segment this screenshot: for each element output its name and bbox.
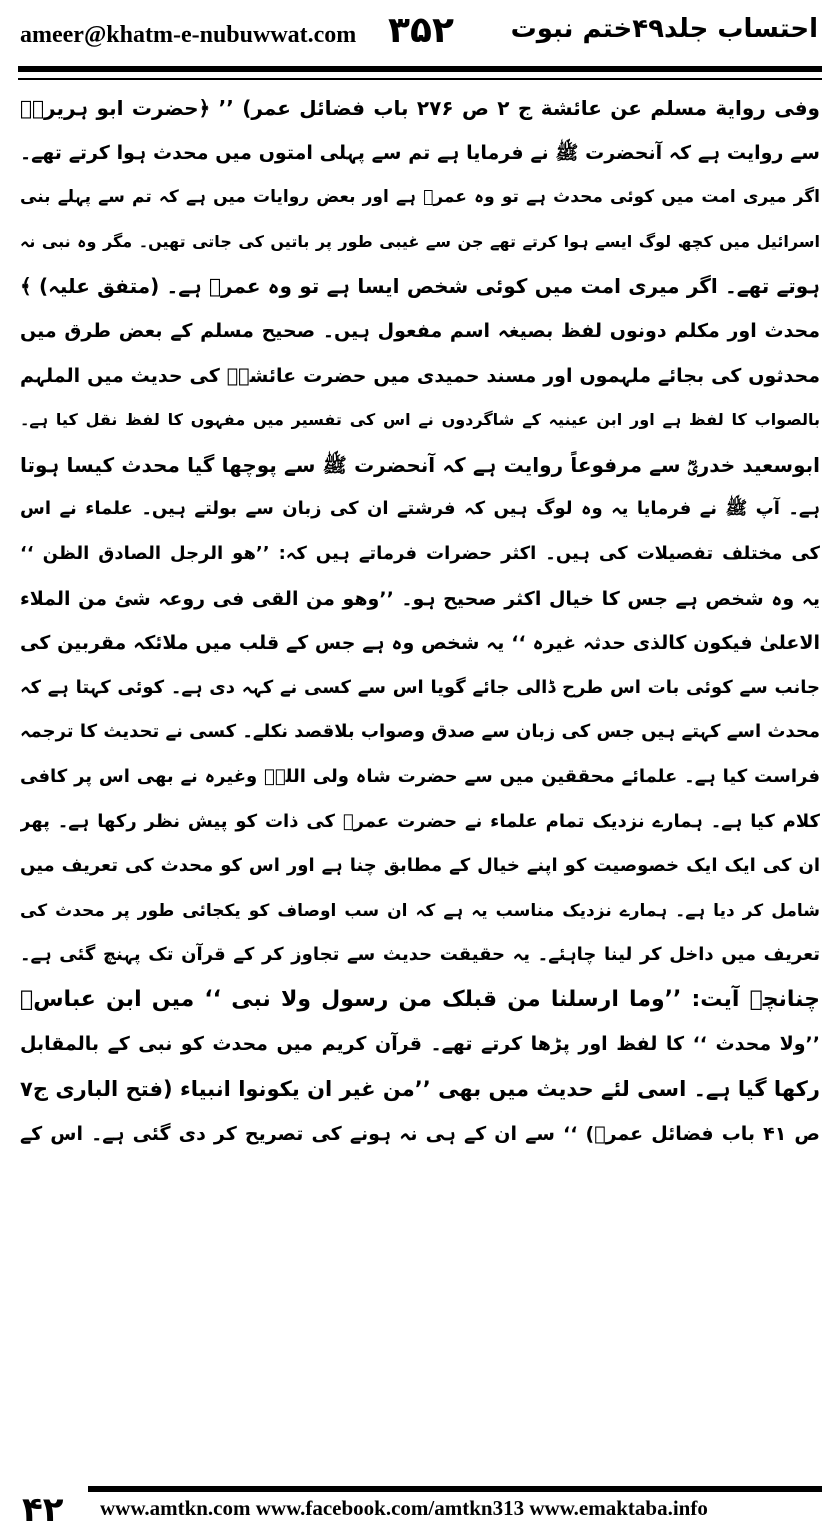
footer-links: www.amtkn.com www.facebook.com/amtkn313 www.emaktaba.info bbox=[100, 1496, 708, 1520]
text-line: جانب سے کوئی بات اس طرح ڈالی جائے گویا اس سے کسی نے کہہ دی ہے۔ کوئی کہتا ہے کہ bbox=[20, 676, 820, 698]
page-header bbox=[0, 0, 840, 86]
text-line: رکھا گیا ہے۔ اسی لئے حدیث میں بھی ’’من غیر ان یکونوا انبیاء (فتح الباری ج۷ bbox=[20, 1077, 820, 1102]
text-line: ان کی ایک ایک خصوصیت کو اپنے خیال کے مطابق چنا ہے اور اس کو محدث کی تعریف میں bbox=[20, 855, 820, 877]
text-line: شامل کر دیا ہے۔ ہمارے نزدیک مناسب یہ ہے کہ ان سب اوصاف کو یکجائی طور پر محدث کی bbox=[20, 900, 820, 921]
text-line: بالصواب کا لفظ ہے اور ابن عینیہ کے شاگردوں نے اس کی تفسیر میں مفہوں کا لفظ نقل کیا ہے۔ bbox=[20, 410, 820, 430]
text-line: چنانچہ آیت: ’’وما ارسلنا من قبلک من رسول ولا نبی ‘‘ میں ابن عباسؓ bbox=[20, 986, 820, 1012]
header-email: ameer@khatm-e-nubuwwat.com bbox=[20, 22, 357, 48]
header-rule-thin bbox=[18, 78, 822, 80]
text-line: ہوتے تھے۔ اگر میری امت میں کوئی شخص ایسا ہے تو وہ عمرؓ ہے۔ (متفق علیہ) ﴾ bbox=[20, 274, 820, 299]
text-line: کی مختلف تفصیلات کی ہیں۔ اکثر حضرات فرماتے ہیں کہ: ’’ھو الرجل الصادق الظن ‘‘ bbox=[20, 542, 820, 564]
header-rule-thick bbox=[18, 66, 822, 72]
footer-page-number: ۴۲ bbox=[22, 1490, 64, 1530]
text-line: تعریف میں داخل کر لینا چاہئے۔ یہ حقیقت حدیث سے تجاوز کر کے قرآن تک پہنچ گئی ہے۔ bbox=[20, 944, 820, 966]
text-line: محدث اسے کہتے ہیں جس کی زبان سے صدق وصواب بلاقصد نکلے۔ کسی نے تحدیث کا ترجمہ bbox=[20, 721, 820, 743]
text-line: محدثوں کی بجائے ملہموں اور مسند حمیدی میں حضرت عائشہؓ کی حدیث میں الملہم bbox=[20, 364, 820, 387]
header-page-number: ۳۵۲ bbox=[388, 10, 454, 51]
footer-rule bbox=[88, 1486, 822, 1492]
text-line: ابوسعید خدریؓ سے مرفوعاً روایت ہے کہ آنحضرت ﷺ سے پوچھا گیا محدث کیسا ہوتا bbox=[20, 452, 820, 477]
text-line: وفی روایة مسلم عن عائشة ج ۲ ص ۲۷۶ باب فضائل عمر) ’’ ﴿حضرت ابو ہریرہؓ bbox=[20, 96, 820, 120]
text-line: ہے۔ آپ ﷺ نے فرمایا یہ وہ لوگ ہیں کہ فرشتے ان کی زبان سے بولتے ہیں۔ علماء نے اس bbox=[20, 498, 820, 520]
text-line: الاعلیٰ فیکون کالذی حدثہ غیرہ ‘‘ یہ شخص وہ ہے جس کے قلب میں ملائکہ مقربین کی bbox=[20, 632, 820, 655]
text-line: ص ۴۱ باب فضائل عمرؓ) ‘‘ سے ان کے ہی نہ ہونے کی تصریح کر دی گئی ہے۔ اس کے bbox=[20, 1122, 820, 1145]
text-line: ’’ولا محدث ‘‘ کا لفظ اور پڑھا کرتے تھے۔ قرآن کریم میں محدث کو نبی کے بالمقابل bbox=[20, 1033, 820, 1056]
header-book-title: احتساب جلد۴۹ختم نبوت bbox=[510, 14, 818, 44]
text-line: یہ وہ شخص ہے جس کا خیال اکثر صحیح ہو۔ ’’وھو من القی فی روعہ شئ من الملاء bbox=[20, 587, 820, 610]
text-line: سے روایت ہے کہ آنحضرت ﷺ نے فرمایا ہے تم سے پہلی امتوں میں محدث ہوا کرتے تھے۔ bbox=[20, 141, 820, 164]
body-text bbox=[20, 86, 820, 1156]
page-footer bbox=[0, 1480, 840, 1540]
text-line: محدث اور مکلم دونوں لفظ بصیغہ اسم مفعول ہیں۔ صحیح مسلم کے بعض طرق میں bbox=[20, 319, 820, 342]
text-line: فراست کیا ہے۔ علمائے محققین میں سے حضرت شاہ ولی اللہؒ وغیرہ نے بھی اس پر کافی bbox=[20, 765, 820, 787]
text-line: کلام کیا ہے۔ ہمارے نزدیک تمام علماء نے حضرت عمرؓ کی ذات کو پیش نظر رکھا ہے۔ پھر bbox=[20, 810, 820, 832]
text-line: اگر میری امت میں کوئی محدث ہے تو وہ عمرؓ ہے اور بعض روایات میں ہے کہ تم سے پہلے بنی bbox=[20, 187, 820, 208]
text-line: اسرائیل میں کچھ لوگ ایسے ہوا کرتے تھے جن سے غیبی طور پر باتیں کی جاتی تھیں۔ مگر وہ نبی نہ bbox=[20, 231, 820, 251]
